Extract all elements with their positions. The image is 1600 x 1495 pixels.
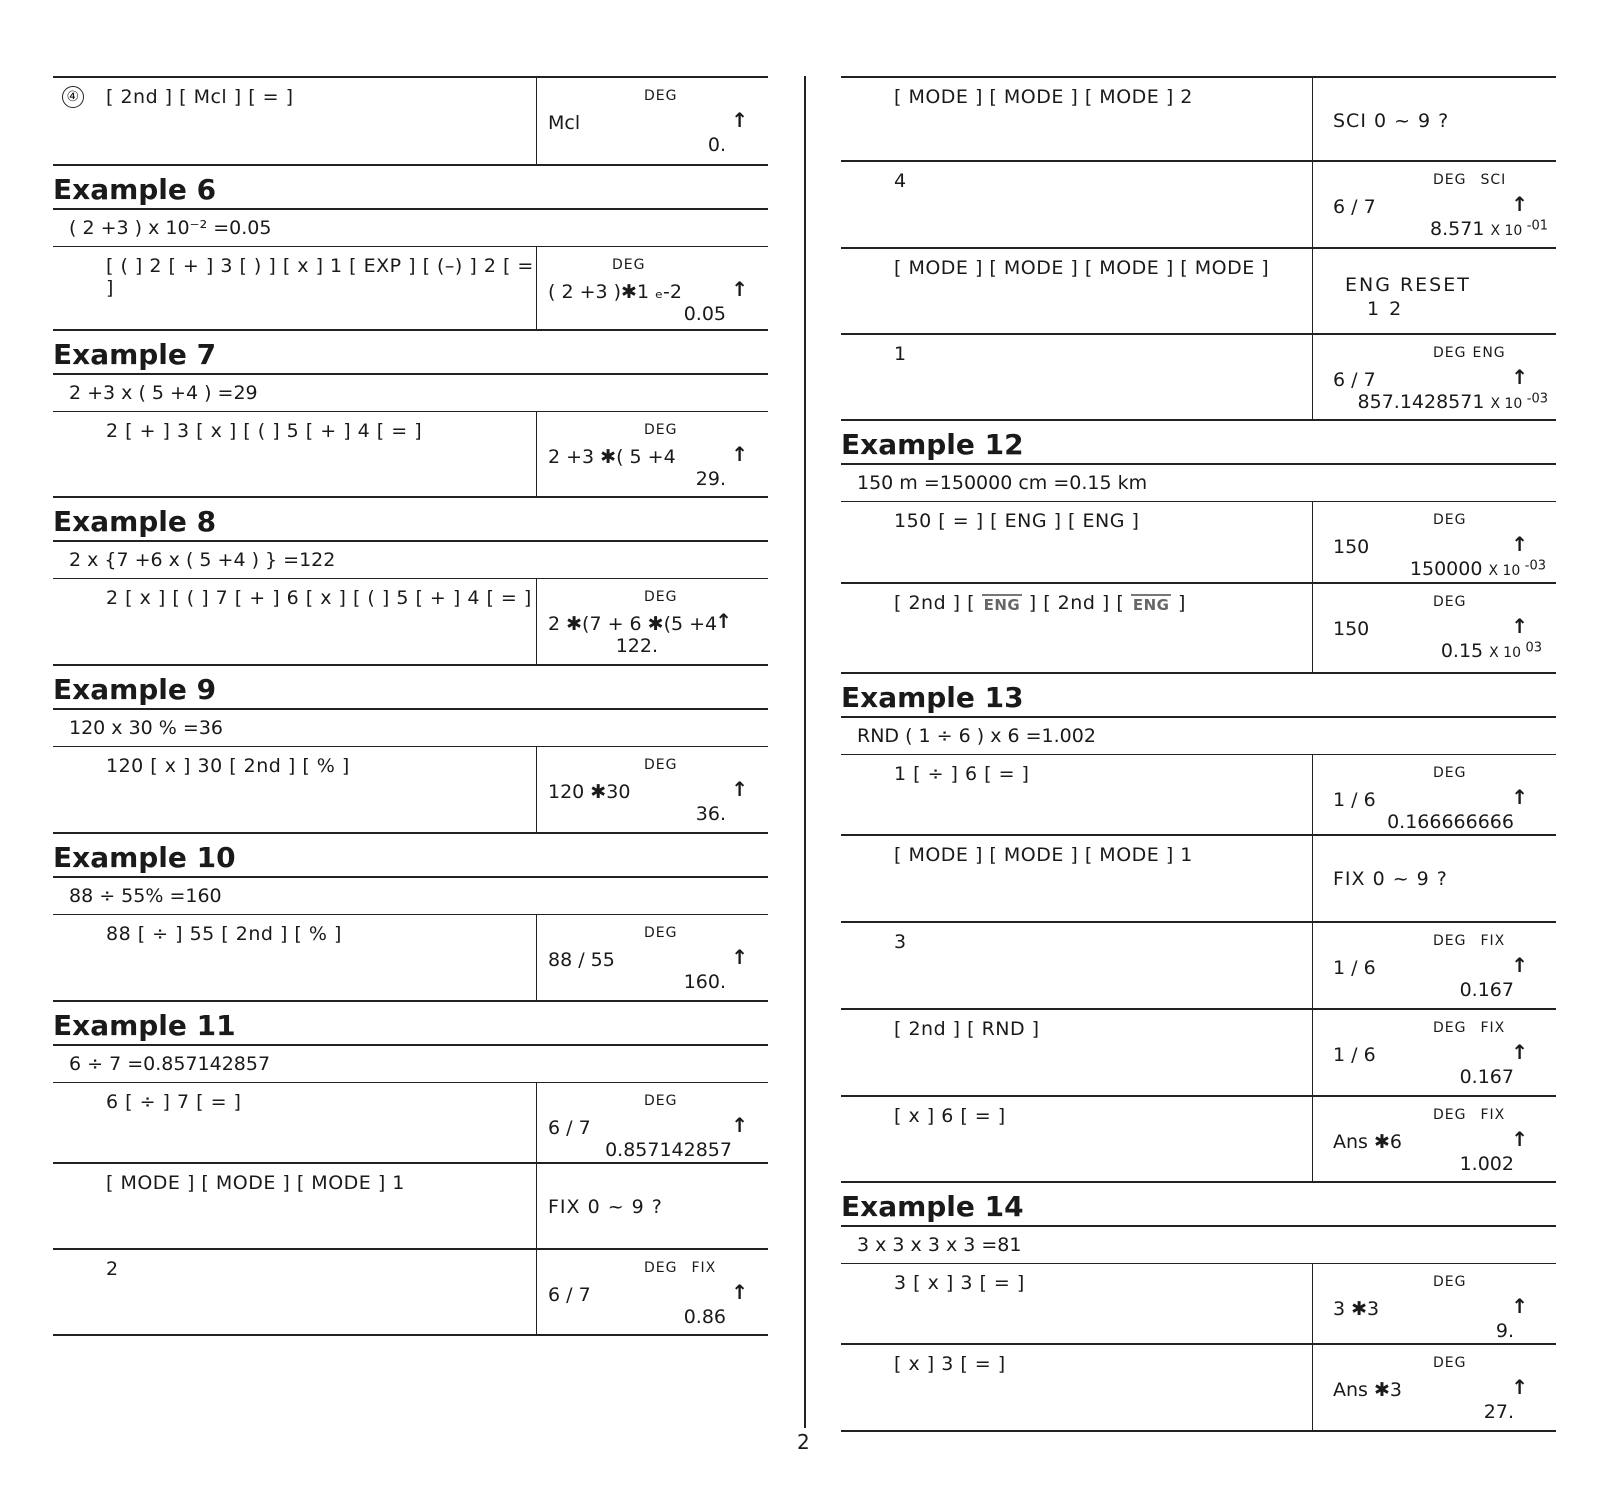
display-result: 0.167 bbox=[1459, 1066, 1514, 1088]
display-line: 2 ✱(7 + 6 ✱(5 +4 bbox=[548, 613, 718, 635]
key-sequence: 88 [ ÷ ] 55 [ 2nd ] [ % ] bbox=[53, 915, 537, 1000]
indicator-fix: FIX bbox=[1480, 933, 1506, 949]
display-result: 0.167 bbox=[1459, 979, 1514, 1001]
display-cell bbox=[1313, 1097, 1556, 1181]
indicator-deg: DEG bbox=[1433, 512, 1467, 528]
indicator-deg-fix bbox=[1433, 933, 1505, 949]
display-line: 6 / 7 bbox=[548, 1284, 591, 1306]
display-cell bbox=[1313, 1345, 1556, 1430]
key-sequence: [ MODE ] [ MODE ] [ MODE ] 1 bbox=[53, 1164, 537, 1248]
indicator-deg: DEG bbox=[644, 88, 678, 104]
display-result bbox=[1358, 391, 1548, 413]
key-sequence: [ x ] 6 [ = ] bbox=[841, 1097, 1313, 1181]
display-line: 2 +3 ✱( 5 +4 bbox=[548, 446, 676, 468]
display-cell bbox=[537, 579, 768, 664]
up-arrow-icon: ↑ bbox=[1511, 953, 1528, 977]
up-arrow-icon: ↑ bbox=[731, 777, 748, 801]
example-11-row-3 bbox=[53, 1250, 768, 1336]
key-sequence: [ 2nd ] [ Mcl ] [ = ] bbox=[106, 86, 294, 108]
key-sequence: 6 [ ÷ ] 7 [ = ] bbox=[53, 1083, 537, 1162]
up-arrow-icon: ↑ bbox=[1511, 1127, 1528, 1151]
indicator-deg: DEG bbox=[1433, 933, 1467, 949]
display-result bbox=[1441, 640, 1542, 662]
display-line: 1 / 6 bbox=[1333, 789, 1376, 811]
display-cell bbox=[537, 1083, 768, 1162]
display-line: 88 / 55 bbox=[548, 949, 615, 971]
exp-base: X 10 bbox=[1490, 223, 1523, 239]
exp-base: X 10 bbox=[1490, 396, 1523, 412]
example-12-row-2 bbox=[841, 584, 1556, 674]
result-exponent bbox=[1490, 391, 1548, 412]
example-13-row-4 bbox=[841, 1010, 1556, 1097]
indicator-deg: DEG bbox=[644, 757, 678, 773]
indicator-deg: DEG bbox=[1433, 345, 1467, 361]
key-sequence: 120 [ x ] 30 [ 2nd ] [ % ] bbox=[53, 747, 537, 832]
eng-left-arrow-key-icon: ENG bbox=[983, 595, 1021, 614]
example-11-row-2 bbox=[53, 1164, 768, 1250]
key-sequence: [ MODE ] [ MODE ] [ MODE ] 1 bbox=[841, 836, 1313, 921]
example-12-row-1 bbox=[841, 502, 1556, 584]
message-line-1: ENG RESET bbox=[1345, 274, 1471, 296]
key-sequence bbox=[841, 584, 1313, 672]
key-sequence: [ MODE ] [ MODE ] [ MODE ] 2 bbox=[841, 78, 1313, 160]
display-line: 1 / 6 bbox=[1333, 1044, 1376, 1066]
result-mantissa: 8.571 bbox=[1430, 218, 1485, 240]
key-sequence: 150 [ = ] [ ENG ] [ ENG ] bbox=[841, 502, 1313, 582]
indicator-deg: DEG bbox=[1433, 594, 1467, 610]
display-line: ( 2 +3 )✱1 ₑ-2 bbox=[548, 281, 682, 303]
result-mantissa: 150000 bbox=[1409, 558, 1483, 580]
example-6-row bbox=[53, 247, 768, 331]
example-14-title: Example 14 bbox=[841, 1183, 1556, 1227]
example-14-row-1 bbox=[841, 1264, 1556, 1345]
key-sequence: 2 bbox=[53, 1250, 537, 1334]
example-14-equation: 3 x 3 x 3 x 3 =81 bbox=[841, 1227, 1556, 1264]
up-arrow-icon: ↑ bbox=[731, 1113, 748, 1137]
example-13-row-5 bbox=[841, 1097, 1556, 1183]
display-cell bbox=[1313, 78, 1556, 160]
example-12-equation: 150 m =150000 cm =0.15 km bbox=[841, 465, 1556, 502]
key-sequence: [ 2nd ] [ RND ] bbox=[841, 1010, 1313, 1095]
display-line: Ans ✱3 bbox=[1333, 1379, 1402, 1401]
up-arrow-icon: ↑ bbox=[1511, 1375, 1528, 1399]
key-sequence: 2 [ x ] [ ( ] 7 [ + ] 6 [ x ] [ ( ] 5 [ + ] 4 [ = ] bbox=[53, 579, 537, 664]
exp-power: -03 bbox=[1526, 391, 1548, 407]
display-result: 36. bbox=[695, 803, 726, 825]
result-exponent bbox=[1489, 640, 1542, 661]
key-sequence: 3 bbox=[841, 923, 1313, 1008]
example-10-row bbox=[53, 915, 768, 1002]
exp-power: -01 bbox=[1526, 218, 1548, 234]
example-6-title: Example 6 bbox=[53, 166, 768, 210]
display-cell bbox=[537, 747, 768, 832]
display-message: FIX 0 ~ 9 ? bbox=[1333, 868, 1448, 890]
indicator-sci: SCI bbox=[1480, 172, 1507, 188]
display-message: SCI 0 ~ 9 ? bbox=[1333, 110, 1450, 132]
indicator-deg-fix bbox=[1433, 1020, 1505, 1036]
continuation-row-1 bbox=[841, 76, 1556, 162]
continuation-row-2 bbox=[841, 162, 1556, 249]
display-message: FIX 0 ~ 9 ? bbox=[548, 1196, 663, 1218]
example-13-row-3 bbox=[841, 923, 1556, 1010]
key-sequence: 1 bbox=[841, 335, 1313, 419]
example-10-title: Example 10 bbox=[53, 834, 768, 878]
display-result: 29. bbox=[695, 468, 726, 490]
up-arrow-icon: ↑ bbox=[731, 945, 748, 969]
display-result bbox=[1430, 218, 1548, 240]
display-cell bbox=[1313, 1264, 1556, 1343]
key-sequence: 3 [ x ] 3 [ = ] bbox=[841, 1264, 1313, 1343]
indicator-deg: DEG bbox=[644, 1260, 678, 1276]
up-arrow-icon: ↑ bbox=[731, 1280, 748, 1304]
display-cell bbox=[1313, 249, 1556, 333]
indicator-deg: DEG bbox=[1433, 172, 1467, 188]
indicator-deg: DEG bbox=[1433, 1020, 1467, 1036]
indicator-deg-sci bbox=[1433, 172, 1506, 188]
page-number: 2 bbox=[797, 1430, 810, 1454]
keys-cell bbox=[53, 78, 537, 164]
indicator-deg-fix bbox=[1433, 1107, 1505, 1123]
key-sequence: [ MODE ] [ MODE ] [ MODE ] [ MODE ] bbox=[841, 249, 1313, 333]
display-cell bbox=[537, 915, 768, 1000]
display-result: 122. bbox=[615, 635, 658, 657]
display-result: 0.166666666 bbox=[1387, 811, 1514, 833]
result-exponent bbox=[1488, 558, 1546, 579]
example-8-equation: 2 x {7 +6 x ( 5 +4 ) } =122 bbox=[53, 542, 768, 579]
display-line: Ans ✱6 bbox=[1333, 1131, 1402, 1153]
example-13-row-1 bbox=[841, 755, 1556, 836]
display-result: 27. bbox=[1483, 1401, 1514, 1423]
display-result: 9. bbox=[1495, 1320, 1514, 1342]
continuation-row-3 bbox=[841, 249, 1556, 335]
display-line: 6 / 7 bbox=[1333, 369, 1376, 391]
indicator-deg-fix bbox=[644, 1260, 716, 1276]
display-cell bbox=[1313, 584, 1556, 672]
up-arrow-icon: ↑ bbox=[1511, 1040, 1528, 1064]
example-7-title: Example 7 bbox=[53, 331, 768, 375]
key-sequence: [ ( ] 2 [ + ] 3 [ ) ] [ x ] 1 [ EXP ] [ (–) ] 2 [ = ] bbox=[53, 247, 537, 329]
display-cell bbox=[537, 78, 768, 164]
display-cell bbox=[1313, 335, 1556, 419]
up-arrow-icon: ↑ bbox=[731, 277, 748, 301]
display-line: 1 / 6 bbox=[1333, 957, 1376, 979]
result-mantissa: 0.15 bbox=[1440, 640, 1484, 662]
example-11-row-1 bbox=[53, 1083, 768, 1164]
circled-number: ④ bbox=[62, 86, 84, 108]
indicator-deg-eng bbox=[1433, 345, 1506, 361]
up-arrow-icon: ↑ bbox=[715, 609, 732, 633]
example-13-row-2 bbox=[841, 836, 1556, 923]
result-mantissa: 857.1428571 bbox=[1357, 391, 1485, 413]
keys-part-a: [ 2nd ] [ bbox=[894, 592, 976, 614]
example-7-equation: 2 +3 x ( 5 +4 ) =29 bbox=[53, 375, 768, 412]
example-9-equation: 120 x 30 % =36 bbox=[53, 710, 768, 747]
example-11-title: Example 11 bbox=[53, 1002, 768, 1046]
display-cell bbox=[537, 1164, 768, 1248]
display-cell bbox=[1313, 836, 1556, 921]
result-exponent bbox=[1490, 218, 1548, 239]
indicator-deg: DEG bbox=[1433, 1355, 1467, 1371]
example-12-title: Example 12 bbox=[841, 421, 1556, 465]
key-sequence: 1 [ ÷ ] 6 [ = ] bbox=[841, 755, 1313, 834]
keys-part-c: ] bbox=[1178, 592, 1186, 614]
indicator-deg: DEG bbox=[644, 589, 678, 605]
indicator-deg: DEG bbox=[612, 257, 646, 273]
example-10-equation: 88 ÷ 55% =160 bbox=[53, 878, 768, 915]
display-cell bbox=[1313, 923, 1556, 1008]
display-result bbox=[1410, 558, 1546, 580]
step4-row bbox=[53, 76, 768, 166]
indicator-deg: DEG bbox=[1433, 1274, 1467, 1290]
display-line: Mcl bbox=[548, 112, 581, 134]
exp-base: X 10 bbox=[1488, 563, 1521, 579]
display-cell bbox=[1313, 755, 1556, 834]
example-13-equation: RND ( 1 ÷ 6 ) x 6 =1.002 bbox=[841, 718, 1556, 755]
indicator-deg: DEG bbox=[644, 925, 678, 941]
exp-base: X 10 bbox=[1489, 645, 1521, 661]
indicator-fix: FIX bbox=[691, 1260, 717, 1276]
left-column bbox=[53, 76, 768, 1336]
exp-power: 03 bbox=[1525, 640, 1542, 656]
column-divider bbox=[804, 76, 806, 1428]
example-6-equation: ( 2 +3 ) x 10⁻² =0.05 bbox=[53, 210, 768, 247]
indicator-deg: DEG bbox=[644, 1093, 678, 1109]
key-sequence: 2 [ + ] 3 [ x ] [ ( ] 5 [ + ] 4 [ = ] bbox=[53, 412, 537, 496]
continuation-row-4 bbox=[841, 335, 1556, 421]
indicator-eng: ENG bbox=[1472, 345, 1506, 361]
exp-power: -03 bbox=[1524, 558, 1546, 574]
display-cell bbox=[537, 247, 768, 329]
display-result: 0.05 bbox=[683, 303, 726, 325]
eng-left-arrow-key-icon: ENG bbox=[1132, 595, 1170, 614]
up-arrow-icon: ↑ bbox=[731, 108, 748, 132]
display-result: 160. bbox=[683, 971, 726, 993]
example-9-title: Example 9 bbox=[53, 666, 768, 710]
key-sequence: 4 bbox=[841, 162, 1313, 247]
up-arrow-icon: ↑ bbox=[1511, 614, 1528, 638]
up-arrow-icon: ↑ bbox=[1511, 785, 1528, 809]
up-arrow-icon: ↑ bbox=[1511, 1294, 1528, 1318]
up-arrow-icon: ↑ bbox=[1511, 192, 1528, 216]
display-line: 6 / 7 bbox=[548, 1117, 591, 1139]
display-cell bbox=[1313, 502, 1556, 582]
example-9-row bbox=[53, 747, 768, 834]
indicator-fix: FIX bbox=[1480, 1107, 1506, 1123]
indicator-fix: FIX bbox=[1480, 1020, 1506, 1036]
up-arrow-icon: ↑ bbox=[1511, 365, 1528, 389]
display-cell bbox=[1313, 1010, 1556, 1095]
display-line: 150 bbox=[1333, 536, 1370, 558]
example-13-title: Example 13 bbox=[841, 674, 1556, 718]
message-line-2: 1 2 bbox=[1367, 298, 1404, 320]
display-cell bbox=[537, 1250, 768, 1334]
display-cell bbox=[1313, 162, 1556, 247]
display-result: 0.86 bbox=[683, 1306, 726, 1328]
right-column bbox=[841, 76, 1556, 1432]
display-line: 150 bbox=[1333, 618, 1370, 640]
indicator-deg: DEG bbox=[644, 422, 678, 438]
display-result: 1.002 bbox=[1459, 1153, 1514, 1175]
keys-part-b: ] [ 2nd ] [ bbox=[1028, 592, 1125, 614]
display-message bbox=[1345, 273, 1471, 321]
indicator-deg: DEG bbox=[1433, 1107, 1467, 1123]
display-result: 0.857142857 bbox=[605, 1139, 732, 1161]
display-result: 0. bbox=[707, 134, 726, 156]
example-8-row bbox=[53, 579, 768, 666]
key-sequence: [ x ] 3 [ = ] bbox=[841, 1345, 1313, 1430]
up-arrow-icon: ↑ bbox=[731, 442, 748, 466]
display-line: 6 / 7 bbox=[1333, 196, 1376, 218]
example-8-title: Example 8 bbox=[53, 498, 768, 542]
display-line: 3 ✱3 bbox=[1333, 1298, 1380, 1320]
display-line: 120 ✱30 bbox=[548, 781, 631, 803]
up-arrow-icon: ↑ bbox=[1511, 532, 1528, 556]
display-cell bbox=[537, 412, 768, 496]
example-7-row bbox=[53, 412, 768, 498]
example-14-row-2 bbox=[841, 1345, 1556, 1432]
indicator-deg: DEG bbox=[1433, 765, 1467, 781]
example-11-equation: 6 ÷ 7 =0.857142857 bbox=[53, 1046, 768, 1083]
